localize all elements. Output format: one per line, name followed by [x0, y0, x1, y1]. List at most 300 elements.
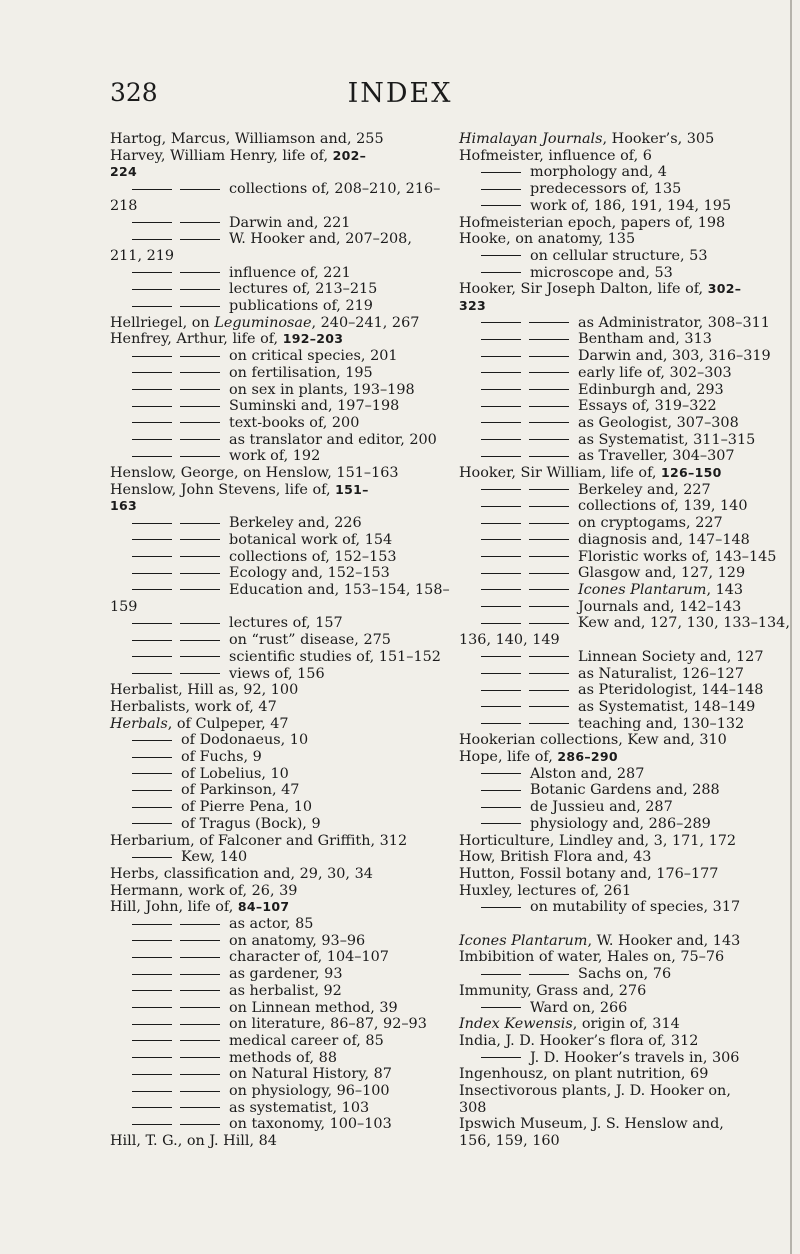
repeat-dash [132, 807, 172, 808]
entry-italic-title: Herbals [110, 715, 168, 732]
index-entry [110, 1000, 440, 1017]
repeat-dash [529, 589, 569, 590]
repeat-dash [529, 489, 569, 490]
index-entry [110, 382, 440, 399]
repeat-dash [180, 940, 220, 941]
repeat-dash [132, 1040, 172, 1041]
index-entry [110, 1066, 440, 1083]
entry-text: Imbibition of water, Hales on, 75–76 [459, 949, 725, 966]
entry-text: Education and, 153–154, 158– [229, 581, 450, 598]
index-entry [110, 415, 440, 432]
index-entry [110, 899, 440, 916]
entry-text: Hookerian collections, Kew and, 310 [459, 732, 727, 749]
entry-text: Ward on, 266 [530, 999, 628, 1016]
entry-text: J. D. Hooker’s travels in, 306 [530, 1049, 740, 1066]
repeat-dash [180, 990, 220, 991]
index-entry [459, 699, 794, 716]
index-entry [459, 666, 794, 683]
entry-text: Essays of, 319–322 [578, 398, 717, 415]
entry-main-pages: 84–107 [237, 899, 290, 915]
entry-text: lectures of, 157 [229, 615, 343, 632]
index-entry [459, 732, 794, 749]
index-entry [110, 599, 440, 616]
repeat-dash [132, 1091, 172, 1092]
repeat-dash [132, 640, 172, 641]
entry-text: as actor, 85 [229, 916, 314, 933]
entry-text: Hooke, on anatomy, 135 [459, 231, 636, 248]
entry-text: of Fuchs, 9 [181, 749, 262, 766]
repeat-dash [132, 790, 172, 791]
index-entry [459, 599, 794, 616]
index-entry [459, 248, 794, 265]
index-entry [459, 1000, 794, 1017]
entry-main-pages: 151– [335, 481, 369, 497]
entry-text: collections of, 208–210, 216– [229, 181, 441, 198]
entry-text: W. Hooker and, 207–208, [229, 231, 412, 248]
index-entry [110, 766, 440, 783]
repeat-dash [481, 456, 521, 457]
entry-text: as Geologist, 307–308 [578, 414, 739, 431]
repeat-dash [481, 356, 521, 357]
repeat-dash [481, 673, 521, 674]
repeat-dash [529, 456, 569, 457]
index-entry [110, 498, 440, 515]
repeat-dash [132, 389, 172, 390]
entry-text: as Pteridologist, 144–148 [578, 682, 764, 699]
index-entry [110, 1100, 440, 1117]
index-entry [459, 532, 794, 549]
entry-main-pages: 323 [459, 298, 486, 314]
repeat-dash [180, 189, 220, 190]
repeat-dash [132, 823, 172, 824]
repeat-dash [481, 422, 521, 423]
repeat-dash [481, 723, 521, 724]
index-entry [110, 916, 440, 933]
entry-text: as Administrator, 308–311 [578, 314, 770, 331]
entry-text: Henslow, George, on Henslow, 151–163 [110, 465, 399, 482]
page-edge [790, 0, 792, 1254]
index-entry [110, 933, 440, 950]
index-entry [459, 966, 794, 983]
repeat-dash [529, 573, 569, 574]
repeat-dash [529, 523, 569, 524]
repeat-dash [132, 239, 172, 240]
entry-text: Berkeley and, 227 [578, 481, 711, 498]
entry-main-pages: 286–290 [557, 749, 618, 765]
repeat-dash [481, 389, 521, 390]
repeat-dash [180, 289, 220, 290]
index-entry [459, 983, 794, 1000]
index-entry [459, 465, 794, 482]
index-entry [110, 1050, 440, 1067]
repeat-dash [132, 940, 172, 941]
entry-text: Hermann, work of, 26, 39 [110, 882, 298, 899]
repeat-dash [481, 623, 521, 624]
index-entry [459, 749, 794, 766]
entry-text: microscope and, 53 [530, 264, 673, 281]
repeat-dash [481, 974, 521, 975]
repeat-dash [180, 222, 220, 223]
entry-text: Henslow, John Stevens, life of, [110, 481, 336, 498]
entry-main-pages: 224 [110, 164, 137, 180]
entry-text: , Hooker’s, 305 [602, 131, 715, 147]
index-entry [459, 1033, 794, 1050]
entry-text: on taxonomy, 100–103 [229, 1116, 392, 1133]
repeat-dash [132, 439, 172, 440]
entry-text: Hope, life of, [459, 749, 558, 766]
index-entry [110, 699, 440, 716]
repeat-dash [132, 857, 172, 858]
index-entry [459, 215, 794, 232]
entry-text: views of, 156 [229, 665, 325, 682]
entry-text: 211, 219 [110, 247, 175, 264]
index-entry [459, 482, 794, 499]
entry-text: Hill, John, life of, [110, 899, 238, 916]
index-entry [110, 231, 440, 248]
repeat-dash [132, 372, 172, 373]
repeat-dash [529, 422, 569, 423]
entry-text: text-books of, 200 [229, 414, 360, 431]
index-entry [459, 515, 794, 532]
index-entry [110, 549, 440, 566]
repeat-dash [132, 673, 172, 674]
index-entry [110, 398, 440, 415]
index-entry [459, 181, 794, 198]
index-entry [459, 498, 794, 515]
page-header [0, 78, 800, 118]
entry-text: diagnosis and, 147–148 [578, 531, 750, 548]
entry-text: on “rust” disease, 275 [229, 632, 391, 649]
index-entry [110, 131, 440, 148]
repeat-dash [529, 673, 569, 674]
entry-text: as herbalist, 92 [229, 982, 342, 999]
entry-text: Edinburgh and, 293 [578, 381, 724, 398]
index-entry [459, 565, 794, 582]
entry-text: as translator and editor, 200 [229, 431, 437, 448]
index-entry [459, 131, 794, 148]
repeat-dash [180, 306, 220, 307]
entry-text: Hooker, Sir Joseph Dalton, life of, [459, 281, 708, 298]
repeat-dash [132, 924, 172, 925]
index-entry [459, 382, 794, 399]
entry-text: de Jussieu and, 287 [530, 799, 673, 816]
repeat-dash [180, 656, 220, 657]
repeat-dash [481, 489, 521, 490]
index-entry [110, 581, 450, 599]
index-entry [110, 331, 440, 348]
repeat-dash [481, 807, 521, 808]
repeat-dash [180, 556, 220, 557]
entry-text: 156, 159, 160 [459, 1133, 560, 1150]
entry-text: botanical work of, 154 [229, 531, 393, 548]
entry-text: Huxley, lectures of, 261 [459, 882, 632, 899]
index-entry [459, 649, 794, 666]
index-entry [459, 549, 794, 566]
index-entry [110, 565, 440, 582]
entry-text: , W. Hooker and, 143 [587, 932, 741, 949]
repeat-dash [481, 573, 521, 574]
entry-text: Herbarium, of Falconer and Griffith, 312 [110, 832, 408, 849]
repeat-dash [132, 289, 172, 290]
entry-text: of Dodonaeus, 10 [181, 732, 309, 749]
repeat-dash [180, 589, 220, 590]
index-entry [459, 348, 794, 365]
repeat-dash [180, 239, 220, 240]
repeat-dash [529, 406, 569, 407]
index-entry [110, 215, 440, 232]
entry-text: work of, 192 [229, 448, 321, 465]
repeat-dash [529, 623, 569, 624]
entry-italic-title: Index Kewensis [459, 1016, 573, 1033]
index-entry [459, 448, 794, 465]
entry-text: as Traveller, 304–307 [578, 448, 735, 465]
entry-text: Alston and, 287 [530, 765, 645, 782]
repeat-dash [529, 356, 569, 357]
entry-text: as Systematist, 148–149 [578, 698, 756, 715]
entry-text: teaching and, 130–132 [578, 715, 745, 732]
entry-text: Sachs on, 76 [578, 966, 672, 983]
index-entry [110, 198, 440, 215]
repeat-dash [180, 422, 220, 423]
index-entry [110, 1083, 440, 1100]
repeat-dash [132, 656, 172, 657]
index-entry [110, 732, 440, 749]
repeat-dash [180, 924, 220, 925]
entry-text: on cryptogams, 227 [578, 515, 723, 532]
entry-text: 218 [110, 197, 138, 214]
entry-text: Ecology and, 152–153 [229, 565, 390, 582]
entry-text: Kew and, 127, 130, 133–134, [578, 615, 790, 632]
entry-text: Ingenhousz, on plant nutrition, 69 [459, 1066, 709, 1083]
index-entry [459, 1116, 794, 1133]
repeat-dash [132, 422, 172, 423]
index-entry [459, 933, 794, 950]
entry-text: on fertilisation, 195 [229, 364, 373, 381]
repeat-dash [529, 706, 569, 707]
index-entry [110, 432, 440, 449]
entry-text: of Lobelius, 10 [181, 765, 289, 782]
repeat-dash [132, 272, 172, 273]
repeat-dash [180, 356, 220, 357]
index-entry [110, 315, 440, 332]
index-entry [459, 883, 794, 900]
repeat-dash [180, 523, 220, 524]
repeat-dash [132, 957, 172, 958]
repeat-dash [132, 456, 172, 457]
repeat-dash [132, 740, 172, 741]
index-column-right [459, 131, 794, 1150]
index-entry [459, 1066, 794, 1083]
entry-text: as gardener, 93 [229, 966, 343, 983]
repeat-dash [180, 673, 220, 674]
index-entry [110, 532, 440, 549]
repeat-dash [132, 757, 172, 758]
repeat-dash [529, 606, 569, 607]
index-entry [110, 949, 440, 966]
entry-text: on mutability of species, 317 [530, 899, 741, 916]
entry-text: 159 [110, 598, 138, 615]
repeat-dash [132, 1124, 172, 1125]
index-entry [110, 966, 440, 983]
repeat-dash [529, 439, 569, 440]
index-entry [459, 716, 794, 733]
entry-text: collections of, 139, 140 [578, 498, 748, 515]
repeat-dash [481, 506, 521, 507]
index-entry [110, 248, 440, 265]
index-entry [459, 632, 794, 649]
index-entry [459, 398, 794, 415]
repeat-dash [180, 1007, 220, 1008]
entry-text: Bentham and, 313 [578, 331, 712, 348]
repeat-dash [180, 439, 220, 440]
repeat-dash [481, 339, 521, 340]
index-entry [110, 983, 440, 1000]
index-entry [459, 1083, 794, 1100]
index-entry [459, 365, 794, 382]
repeat-dash [481, 823, 521, 824]
entry-text: of Tragus (Bock), 9 [181, 815, 321, 832]
repeat-dash [132, 1057, 172, 1058]
index-entry [459, 615, 794, 632]
index-entry [110, 716, 440, 733]
repeat-dash [132, 589, 172, 590]
entry-text: Hooker, Sir William, life of, [459, 465, 662, 482]
entry-text: on sex in plants, 193–198 [229, 381, 415, 398]
entry-text: Darwin and, 303, 316–319 [578, 348, 771, 365]
repeat-dash [481, 773, 521, 774]
entry-text: on Natural History, 87 [229, 1066, 392, 1083]
entry-text: 308 [459, 1099, 487, 1116]
index-entry [110, 465, 440, 482]
index-entry [110, 164, 440, 181]
repeat-dash [180, 1124, 220, 1125]
index-entry [110, 1116, 440, 1133]
index-entry [110, 749, 440, 766]
entry-text: influence of, 221 [229, 264, 351, 281]
index-entry [110, 1016, 440, 1033]
repeat-dash [180, 539, 220, 540]
entry-text: , origin of, 314 [572, 1016, 680, 1033]
entry-text: Horticulture, Lindley and, 3, 171, 172 [459, 832, 737, 849]
entry-main-pages: 192–203 [282, 331, 344, 347]
repeat-dash [180, 406, 220, 407]
entry-italic-title: Leguminosae [214, 314, 312, 331]
entry-text: Botanic Gardens and, 288 [530, 782, 720, 799]
entry-text: Henfrey, Arthur, life of, [110, 331, 283, 348]
index-entry [110, 866, 440, 883]
index-entry [459, 849, 794, 866]
repeat-dash [132, 1024, 172, 1025]
index-entry [110, 348, 440, 365]
entry-text: on literature, 86–87, 92–93 [229, 1016, 427, 1033]
repeat-dash [180, 272, 220, 273]
repeat-dash [180, 623, 220, 624]
repeat-dash [180, 372, 220, 373]
entry-text: , 240–241, 267 [311, 314, 420, 331]
repeat-dash [481, 589, 521, 590]
repeat-dash [132, 1074, 172, 1075]
repeat-dash [529, 690, 569, 691]
repeat-dash [132, 990, 172, 991]
entry-text: , of Culpeper, 47 [167, 715, 289, 732]
index-entry [459, 1100, 794, 1117]
repeat-dash [481, 205, 521, 206]
entry-text: Hellriegel, on [110, 314, 215, 331]
entry-italic-title: Icones Plantarum [459, 932, 588, 949]
entry-text: publications of, 219 [229, 298, 373, 315]
entry-text: How, British Flora and, 43 [459, 849, 652, 866]
entry-text: character of, 104–107 [229, 949, 389, 966]
index-entry [110, 615, 440, 632]
entry-text: as Systematist, 311–315 [578, 431, 756, 448]
index-entry [110, 682, 440, 699]
entry-text: Berkeley and, 226 [229, 515, 362, 532]
index-column-left [110, 131, 450, 1150]
repeat-dash [481, 272, 521, 273]
repeat-dash [180, 389, 220, 390]
index-entry [459, 265, 794, 282]
index-entry [459, 782, 794, 799]
entry-text: on physiology, 96–100 [229, 1083, 390, 1100]
entry-text: Linnean Society and, 127 [578, 648, 764, 665]
index-entry [110, 883, 440, 900]
index-entry [110, 265, 440, 282]
repeat-dash [180, 456, 220, 457]
repeat-dash [132, 573, 172, 574]
index-entry [110, 849, 440, 866]
repeat-dash [132, 222, 172, 223]
entry-text: collections of, 152–153 [229, 548, 397, 565]
index-entry [459, 331, 794, 348]
entry-italic-title: Himalayan Journals [459, 131, 603, 147]
entry-text: Floristic works of, 143–145 [578, 548, 777, 565]
index-entry [110, 632, 440, 649]
index-entry [110, 799, 440, 816]
repeat-dash [481, 172, 521, 173]
index-entry [110, 365, 440, 382]
repeat-dash [481, 406, 521, 407]
repeat-dash [180, 1057, 220, 1058]
index-entry [459, 833, 794, 850]
index-entry [459, 949, 794, 966]
entry-text: Darwin and, 221 [229, 214, 351, 231]
repeat-dash [132, 539, 172, 540]
entry-text: as Naturalist, 126–127 [578, 665, 744, 682]
entry-gap [459, 916, 794, 933]
repeat-dash [529, 389, 569, 390]
entry-text: , 143 [706, 581, 744, 598]
repeat-dash [132, 773, 172, 774]
repeat-dash [132, 974, 172, 975]
index-entry [459, 682, 794, 699]
index-entry [110, 782, 440, 799]
entry-text: 136, 140, 149 [459, 632, 560, 649]
repeat-dash [481, 255, 521, 256]
index-entry [459, 164, 794, 181]
index-entry [110, 281, 440, 298]
repeat-dash [529, 723, 569, 724]
entry-text: Herbalist, Hill as, 92, 100 [110, 682, 299, 699]
index-entry [110, 515, 440, 532]
repeat-dash [529, 539, 569, 540]
index-entry [459, 198, 794, 215]
entry-text: physiology and, 286–289 [530, 815, 711, 832]
entry-text: of Parkinson, 47 [181, 782, 300, 799]
entry-text: Ipswich Museum, J. S. Henslow and, [459, 1116, 724, 1133]
index-entry [459, 432, 794, 449]
entry-text: medical career of, 85 [229, 1032, 384, 1049]
entry-text: Herbalists, work of, 47 [110, 698, 277, 715]
